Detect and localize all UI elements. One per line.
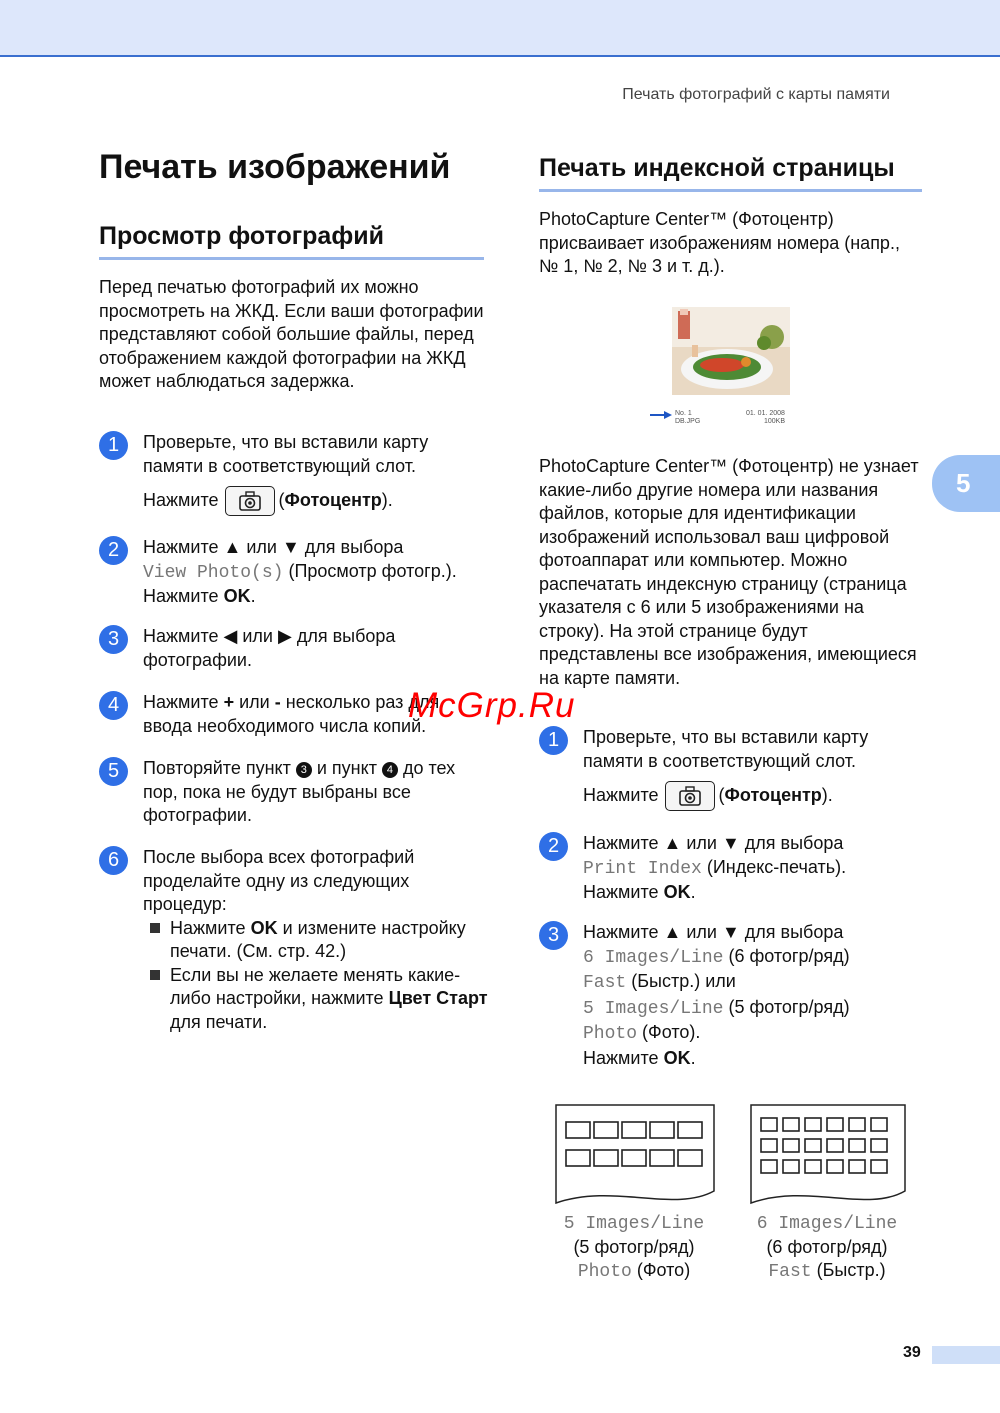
bullet-item: Нажмите OK и измените настройку печати. (См. стр. 42.): [143, 917, 488, 964]
menu-option: Photo: [583, 1024, 638, 1044]
plus-key: +: [223, 692, 235, 712]
top-color-band: [0, 0, 1000, 57]
minus-key: -: [274, 692, 281, 712]
step-number-badge: 3: [539, 921, 568, 950]
step-number-badge: 1: [539, 726, 568, 755]
section-title-index-print: Печать индексной страницы: [539, 154, 922, 192]
press-label: Нажмите: [143, 490, 219, 511]
menu-option-translation: (Быстр.) или: [631, 971, 736, 991]
step-number-badge: 6: [99, 846, 128, 875]
photocapture-button[interactable]: [665, 781, 715, 811]
menu-option: Fast: [583, 973, 627, 993]
step-text: Нажмите ▲ или ▼ для выбора: [583, 922, 844, 942]
layout-5-images-figure: [554, 1103, 716, 1212]
arrow-right-icon: [650, 411, 672, 419]
step-number-badge: 2: [99, 536, 128, 565]
view-photos-intro: Перед печатью фотографий их можно просмотреть на ЖКД. Если ваши фотографии представляют собой большие файлы, перед отображением каждой фотографии на ЖКД может наблюдаться задержка.: [99, 277, 484, 391]
layout-6-images-figure: [749, 1103, 907, 1212]
index-description: PhotoCapture Center™ (Фотоцентр) не узнает какие-либо другие номера или названия файлов, которые для идентификации изображений использовал ваш цифровой фотоаппарат или компьютер. Можно распечатать индексную страницу (страница указателя с 6 или 5 изображениями на строку). На этой странице будут представлены все изображения, имеющиеся на карте памяти.: [539, 456, 919, 688]
image-filename: DB.JPG: [675, 418, 701, 425]
index-intro: PhotoCapture Center™ (Фотоцентр) присваивает изображениям номера (напр., № 1, № 2, № 3 и т. д.).: [539, 209, 900, 276]
step-text: Нажмите: [143, 692, 219, 712]
sentence-end: .: [690, 882, 696, 902]
ok-key: OK: [663, 882, 691, 902]
press-label: Нажмите: [143, 586, 219, 606]
running-header: Печать фотографий с карты памяти: [622, 86, 890, 103]
image-number: No. 1: [675, 410, 692, 417]
step-text: Нажмите ◀ или ▶ для выбора фотографии.: [143, 626, 396, 670]
camera-icon: [237, 490, 263, 512]
step-number-badge: 2: [539, 832, 568, 861]
image-size: 100KB: [764, 418, 786, 425]
layout-caption-5: 5 Images/Line (5 фотогр/ряд) Photo (Фото): [563, 1214, 705, 1282]
layout-caption-6: 6 Images/Line (6 фотогр/ряд) Fast (Быстр.): [756, 1214, 898, 1282]
ok-key: OK: [663, 1047, 691, 1068]
step-text: Проверьте, что вы вставили карту памяти в соответствующий слот.: [143, 432, 429, 476]
menu-option-translation: (6 фотогр/ряд): [728, 945, 850, 966]
ok-key: OK: [250, 917, 278, 938]
chapter-tab: 5: [932, 455, 1000, 512]
step-reference-4: 4: [382, 762, 398, 778]
menu-option: 6 Images/Line: [583, 947, 724, 968]
step-number-badge: 4: [99, 691, 128, 720]
color-start-key: Цвет Старт: [388, 988, 488, 1008]
page-number: 39: [903, 1344, 921, 1361]
camera-icon: [677, 785, 703, 807]
step-reference-3: 3: [296, 762, 312, 778]
press-label: Нажмите: [583, 785, 659, 806]
bullet-item: Если вы не желаете менять какие-либо настройки, нажмите Цвет Старт для печати.: [143, 964, 488, 1035]
step-number-badge: 3: [99, 625, 128, 654]
step-text: и пункт: [316, 758, 377, 778]
footer-band: [932, 1346, 1000, 1364]
step-text: несколько раз для ввода необходимого числа копий.: [143, 692, 440, 736]
step-text: до тех пор, пока не будут выбраны все фотографии.: [143, 758, 456, 825]
image-date: 01. 01. 2008: [746, 410, 785, 417]
photocapture-button[interactable]: [225, 486, 275, 516]
menu-option-translation: (Фото).: [642, 1022, 701, 1042]
page-title: Печать изображений: [99, 148, 451, 186]
sentence-end: .: [250, 586, 256, 606]
step-text: Нажмите ▲ или ▼ для выбора: [583, 833, 844, 853]
watermark: McGrp.Ru: [408, 686, 576, 725]
photocapture-label: Фотоцентр: [724, 785, 822, 806]
photocapture-label: Фотоцентр: [284, 490, 382, 511]
step-text: или: [239, 692, 270, 712]
press-label: Нажмите: [583, 882, 659, 902]
sentence-end: .: [690, 1047, 696, 1068]
step-text: Повторяйте пункт: [143, 758, 291, 778]
sample-photo: [672, 307, 790, 395]
step-text: После выбора всех фотографий проделайте одну из следующих процедур:: [143, 847, 415, 914]
menu-option: 5 Images/Line: [583, 998, 724, 1019]
ok-key: OK: [223, 586, 251, 606]
index-image-meta: [650, 410, 800, 432]
step-text: Проверьте, что вы вставили карту памяти в соответствующий слот.: [583, 727, 869, 771]
menu-option: View Photo(s): [143, 562, 284, 583]
menu-option-translation: (Индекс-печать).: [706, 856, 847, 877]
step-number-badge: 1: [99, 431, 128, 460]
press-label: Нажмите: [583, 1047, 659, 1068]
section-title-view-photos: Просмотр фотографий: [99, 222, 484, 260]
menu-option-translation: (5 фотогр/ряд): [728, 996, 850, 1017]
step-number-badge: 5: [99, 757, 128, 786]
step-text: Нажмите ▲ или ▼ для выбора: [143, 537, 404, 557]
menu-option-translation: (Просмотр фотогр.).: [288, 560, 457, 581]
menu-option: Print Index: [583, 858, 702, 879]
